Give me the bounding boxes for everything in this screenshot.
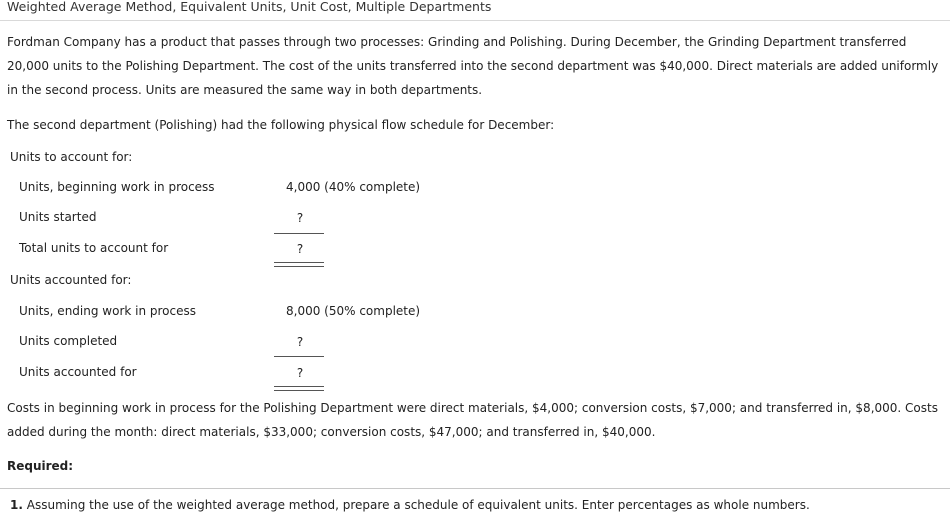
subtotal-underline [274,233,324,234]
question-1 [10,498,810,512]
question-number: 1. [10,498,23,512]
units-accounted-header: Units accounted for: [10,273,132,287]
total-units-to-account-label: Total units to account for [19,241,169,255]
beginning-wip-value: 4,000 (40% complete) [286,180,421,194]
ending-wip-label: Units, ending work in process [19,304,197,318]
beginning-wip-label: Units, beginning work in process [19,180,215,194]
units-completed-value: ? [296,335,304,349]
units-started-value: ? [296,211,304,225]
total-double-underline [274,386,324,391]
title-divider [0,20,950,21]
question-divider [0,488,950,489]
flow-schedule-intro: The second department (Polishing) had the following physical flow schedule for December: [7,118,555,132]
subtotal-underline [274,356,324,357]
units-started-label: Units started [19,210,97,224]
ending-wip-value: 8,000 (50% complete) [286,304,421,318]
required-heading: Required: [7,459,74,473]
units-accounted-for-value: ? [296,366,304,380]
costs-paragraph: Costs in beginning work in process for the Polishing Department were direct materials, $4,000; conversion costs, $7,000; and transferred in, $8,000. Costs added during the month: direct materials, $33,000; conversion costs, $47,000; and transferred in, $40,000. [7,401,938,439]
question-text: Assuming the use of the weighted average method, prepare a schedule of equivalent units. Enter percentages as whole numbers. [26,498,810,512]
total-units-to-account-value: ? [296,242,304,256]
units-accounted-for-label: Units accounted for [19,365,137,379]
intro-paragraph: Fordman Company has a product that passes through two processes: Grinding and Polishing. During December, the Grinding Department transferred 20,000 units to the Polishing Department. The cost of the units transferred into the second department was $40,000. Direct materials are added uniformly in the second process. Units are measured the same way in both departments. [7,35,939,97]
units-to-account-header: Units to account for: [10,150,133,164]
total-double-underline [274,262,324,267]
page-title: Weighted Average Method, Equivalent Units, Unit Cost, Multiple Departments [7,0,492,14]
units-completed-label: Units completed [19,334,118,348]
